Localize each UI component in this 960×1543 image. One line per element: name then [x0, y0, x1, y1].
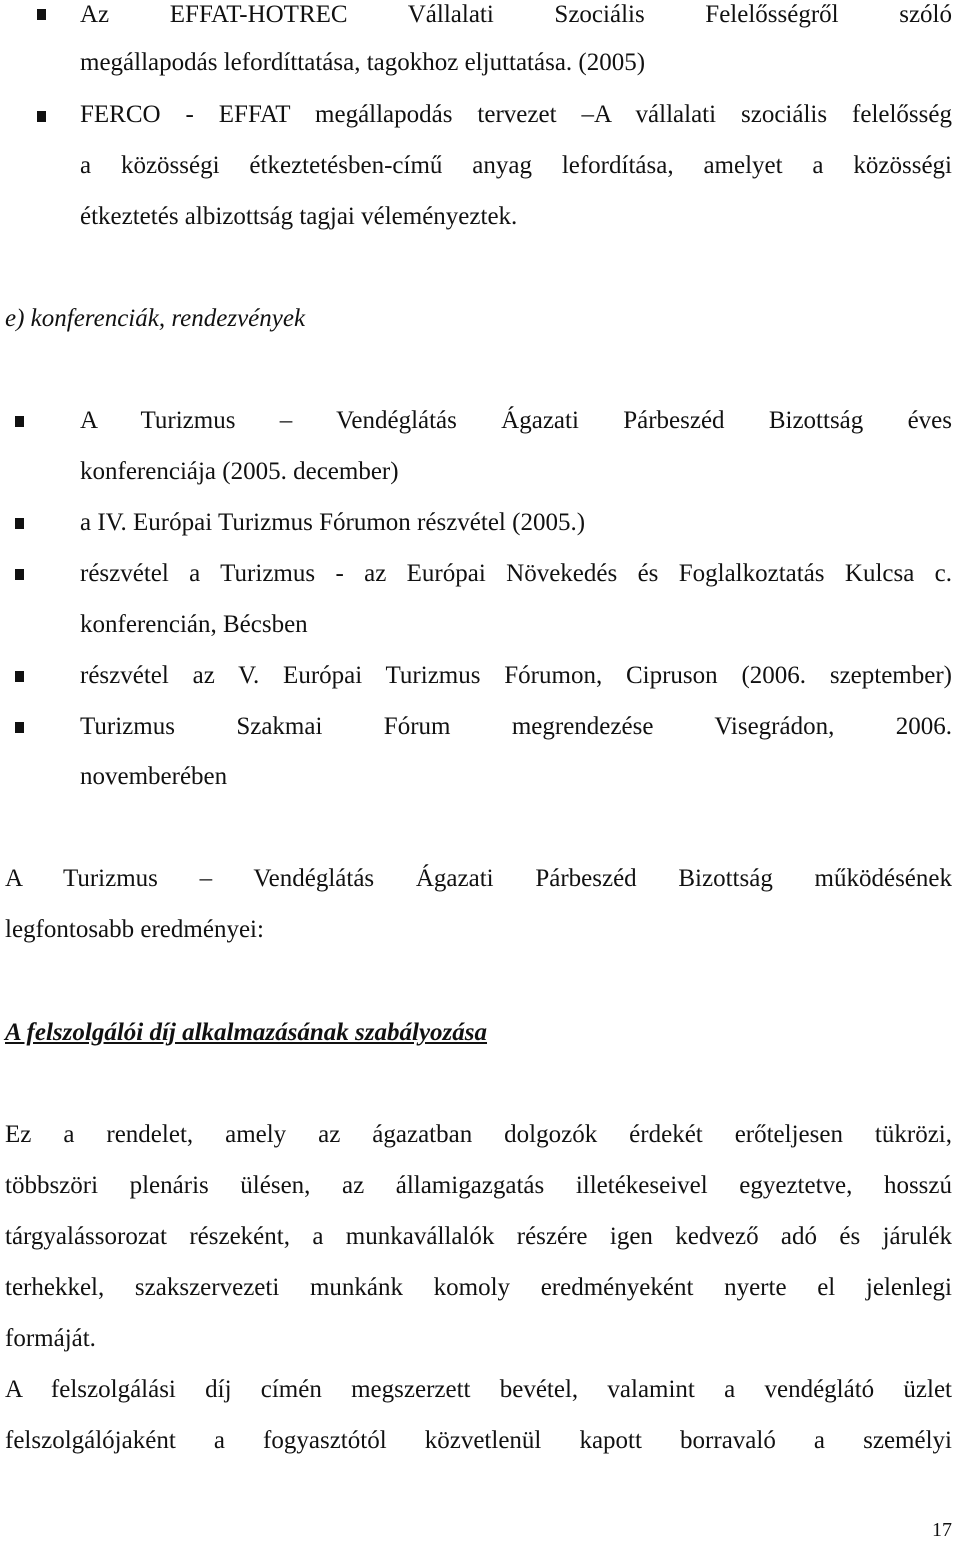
results-intro-line: A Turizmus – Vendéglátás Ágazati Párbeszéd Bizottság működésének	[5, 865, 952, 892]
bullet-marker	[15, 569, 24, 580]
list-item-line: Az EFFAT-HOTREC Vállalati Szociális Felelősségről szóló	[80, 1, 952, 28]
paragraph-line: felszolgálójaként a fogyasztótól közvetlenül kapott borravaló a személyi	[5, 1427, 952, 1454]
bullet-marker	[15, 416, 24, 427]
list-item-line: étkeztetés albizottság tagjai véleményeztek.	[80, 203, 518, 230]
bullet-marker	[37, 111, 46, 122]
list-item-line: részvétel az V. Európai Turizmus Fórumon, Cipruson (2006. szeptember)	[80, 662, 952, 689]
paragraph-line: formáját.	[5, 1325, 96, 1352]
section-heading: e) konferenciák, rendezvények	[5, 305, 306, 332]
paragraph-line: A felszolgálási díj címén megszerzett bevétel, valamint a vendéglátó üzlet	[5, 1376, 952, 1403]
list-item-line: konferencián, Bécsben	[80, 611, 308, 638]
list-item-line: konferenciája (2005. december)	[80, 458, 399, 485]
list-item-line: A Turizmus – Vendéglátás Ágazati Párbeszéd Bizottság éves	[80, 407, 952, 434]
paragraph-line: Ez a rendelet, amely az ágazatban dolgozók érdekét erőteljesen tükrözi,	[5, 1121, 952, 1148]
bullet-marker	[15, 671, 24, 682]
list-item-line: FERCO - EFFAT megállapodás tervezet –A vállalati szociális felelősség	[80, 101, 952, 128]
subheading: A felszolgálói díj alkalmazásának szabályozása	[5, 1019, 488, 1046]
list-item-line: Turizmus Szakmai Fórum megrendezése Visegrádon, 2006.	[80, 713, 952, 740]
bullet-marker	[37, 9, 46, 20]
list-item-line: részvétel a Turizmus - az Európai Növekedés és Foglalkoztatás Kulcsa c.	[80, 560, 952, 587]
list-item-line: a közösségi étkeztetésben-című anyag lefordítása, amelyet a közösségi	[80, 152, 952, 179]
list-item-line: megállapodás lefordíttatása, tagokhoz eljuttatása. (2005)	[80, 49, 646, 76]
list-item-line: novemberében	[80, 763, 228, 790]
paragraph-line: tárgyalássorozat részeként, a munkavállalók részére igen kedvező adó és járulék	[5, 1223, 952, 1250]
paragraph-line: terhekkel, szakszervezeti munkánk komoly eredményeként nyerte el jelenlegi	[5, 1274, 952, 1301]
bullet-marker	[15, 722, 24, 733]
results-intro-line: legfontosabb eredményei:	[5, 916, 264, 943]
list-item-line: a IV. Európai Turizmus Fórumon részvétel (2005.)	[80, 509, 586, 536]
page-number: 17	[932, 1519, 952, 1541]
paragraph-line: többszöri plenáris ülésen, az államigazgatás illetékeseivel egyeztetve, hosszú	[5, 1172, 952, 1199]
bullet-marker	[15, 518, 24, 529]
